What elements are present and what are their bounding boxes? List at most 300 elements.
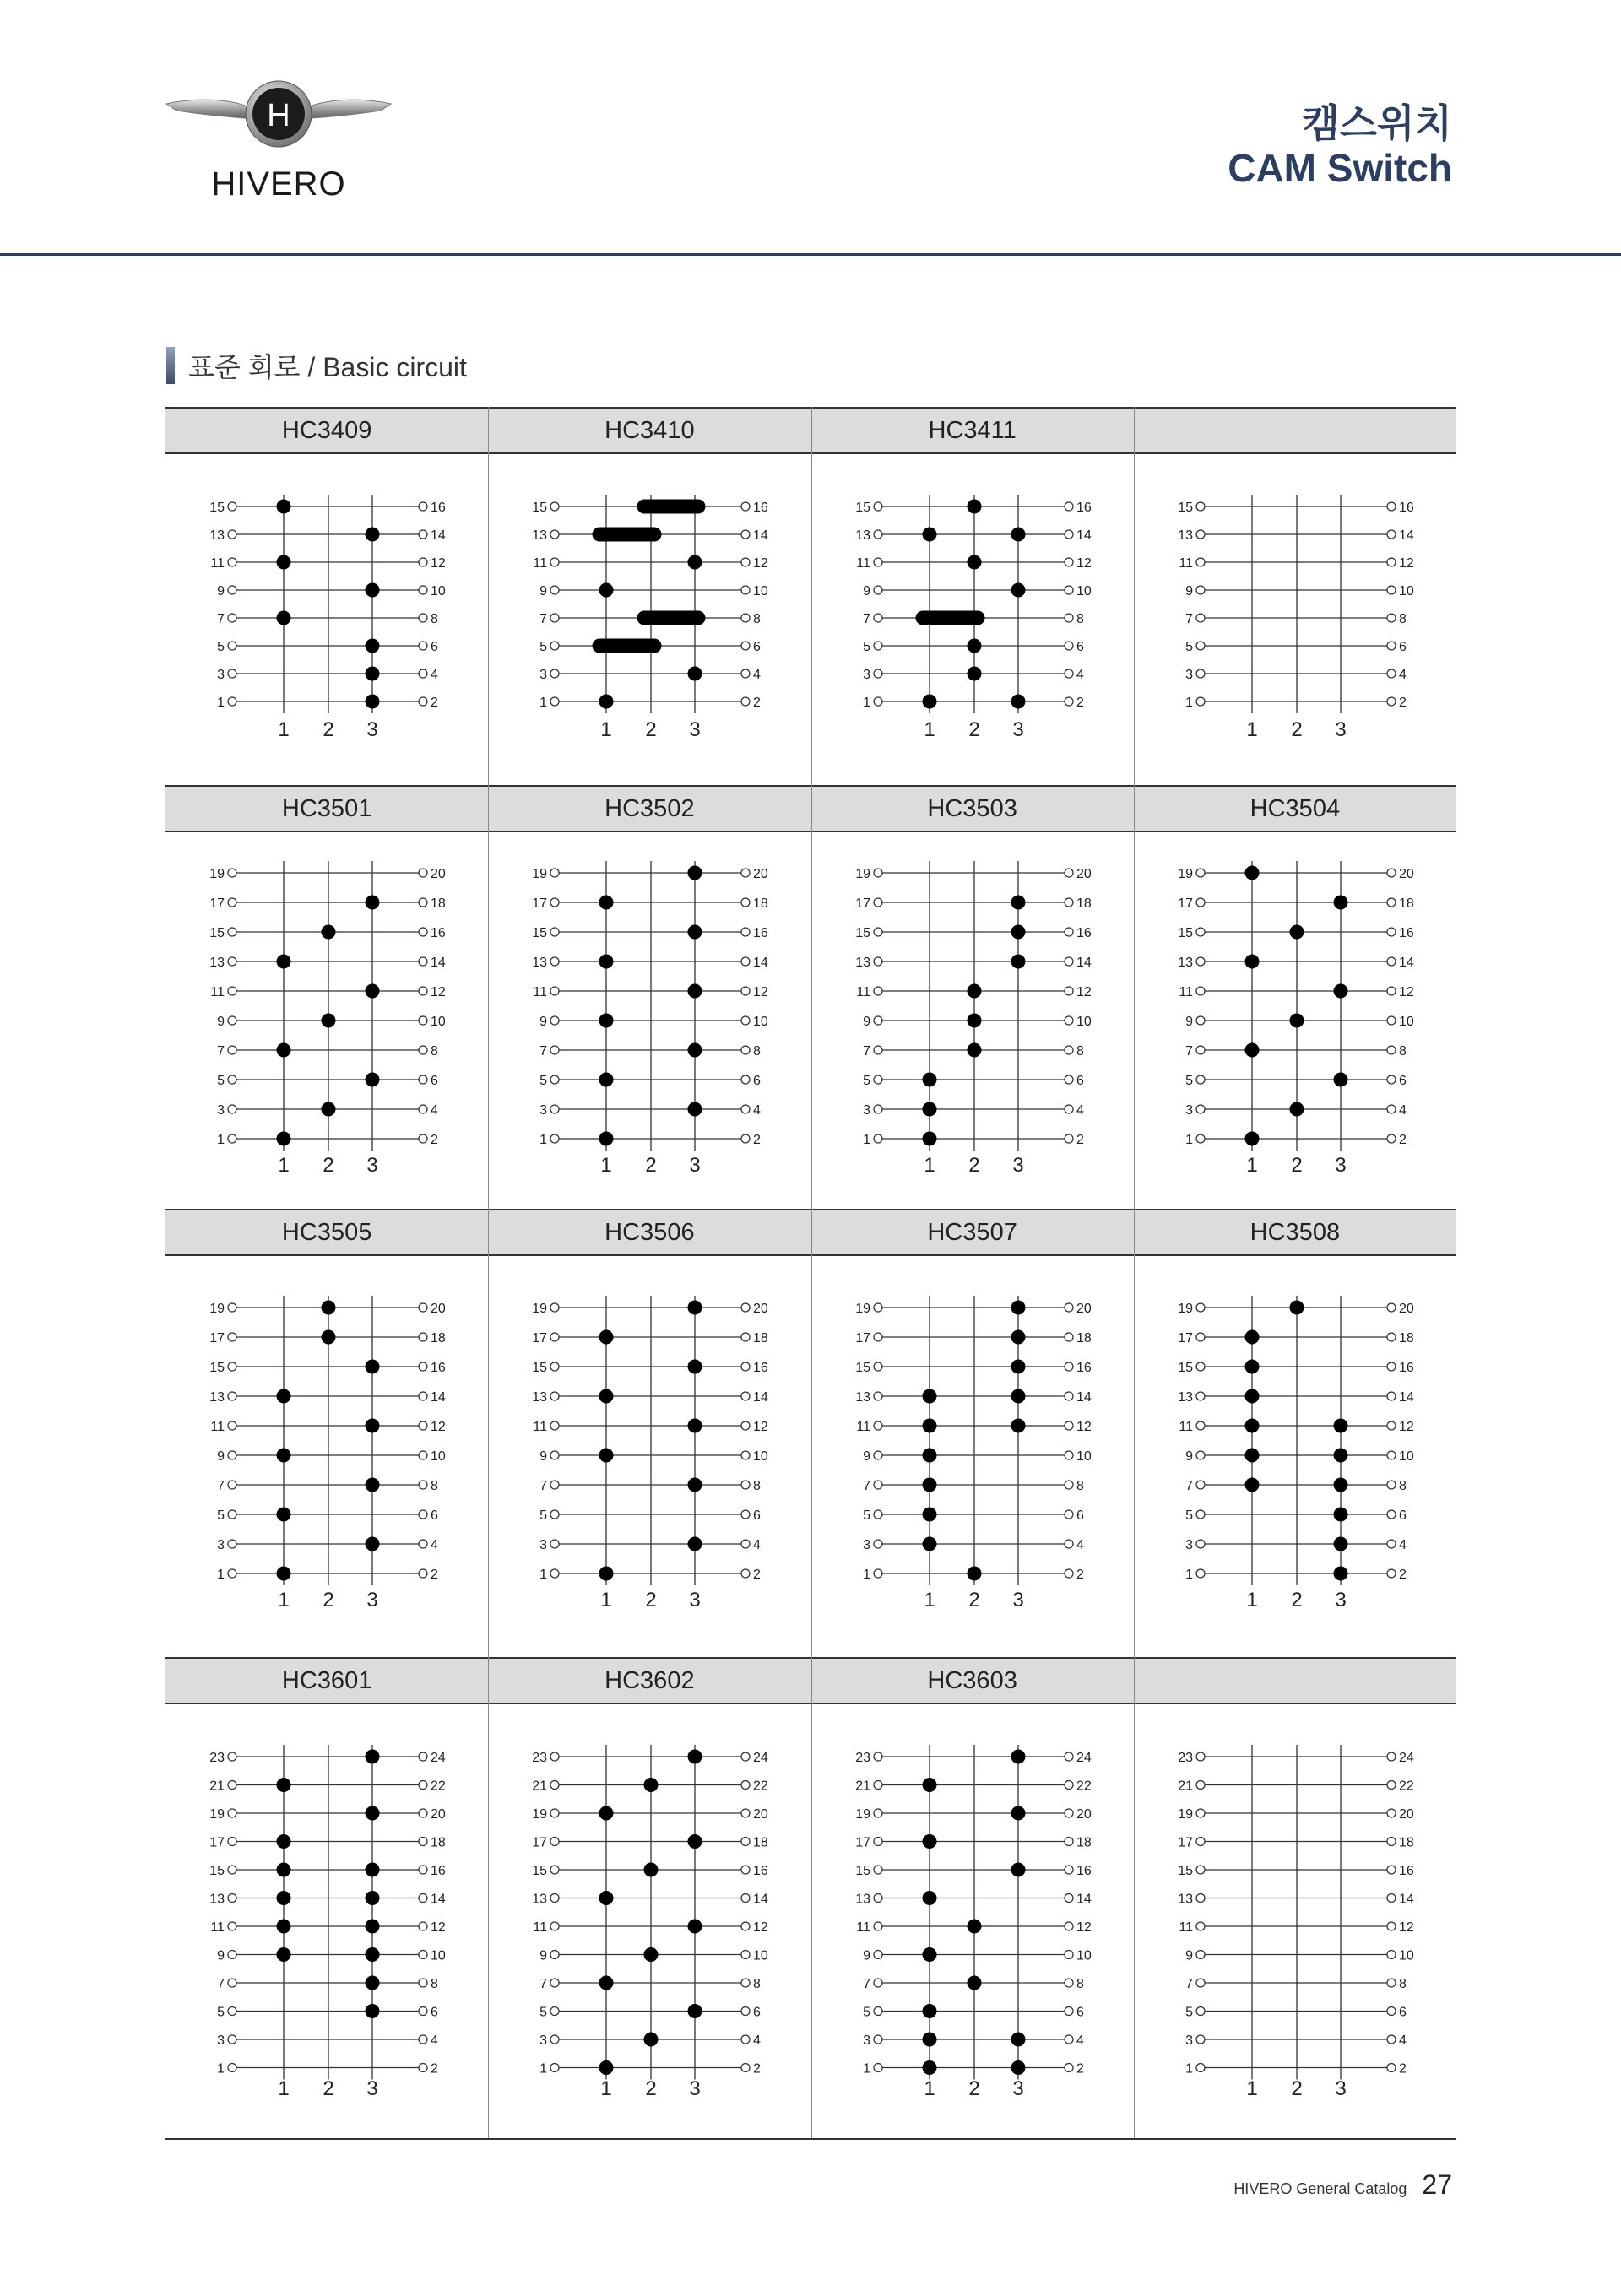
terminal-number: 14 (431, 528, 446, 543)
contact-closed-dot (644, 1947, 659, 1962)
terminal-number: 20 (1076, 1302, 1092, 1316)
contact-closed-dot (1011, 1806, 1025, 1821)
terminal-number: 7 (217, 1044, 225, 1059)
terminal-number: 7 (1185, 1044, 1193, 1059)
terminal-right (1065, 2007, 1073, 2016)
terminal-number: 6 (1076, 1508, 1084, 1523)
terminal-left (550, 2064, 559, 2072)
terminal-right (741, 2007, 750, 2016)
terminal-right (1387, 2064, 1396, 2072)
terminal-number: 14 (1398, 956, 1414, 970)
terminal-number: 3 (539, 1103, 548, 1118)
terminal-left (228, 1809, 236, 1817)
contact-closed-dot (688, 1834, 702, 1849)
terminal-number: 9 (217, 1948, 225, 1963)
terminal-number: 4 (1076, 1103, 1084, 1118)
terminal-number: 15 (854, 501, 870, 515)
terminal-number: 1 (862, 2061, 870, 2077)
terminal-right (741, 1866, 750, 1874)
terminal-number: 9 (539, 584, 548, 598)
terminal-number: 21 (854, 1779, 870, 1794)
terminal-number: 4 (1076, 668, 1084, 682)
terminal-number: 1 (1185, 2061, 1193, 2077)
position-label: 1 (278, 1154, 290, 1177)
terminal-number: 23 (854, 1751, 870, 1765)
terminal-number: 17 (1177, 1835, 1193, 1850)
terminal-number: 8 (753, 1479, 762, 1493)
circuit-svg (165, 0, 488, 2292)
terminal-number: 8 (1076, 1977, 1084, 1991)
terminal-number: 14 (431, 1390, 446, 1405)
terminal-number: 7 (217, 1977, 225, 1991)
terminal-number: 24 (753, 1751, 769, 1765)
position-label: 1 (923, 718, 935, 741)
terminal-number: 7 (1185, 612, 1193, 626)
position-label: 3 (689, 2077, 701, 2100)
terminal-number: 5 (217, 2005, 225, 2020)
terminal-number: 2 (431, 1568, 438, 1582)
terminal-number: 7 (539, 1977, 548, 1991)
contact-closed-dot (922, 2060, 936, 2075)
terminal-left (874, 1894, 882, 1903)
terminal-left (228, 1752, 236, 1761)
terminal-number: 2 (753, 696, 762, 710)
terminal-left (550, 2007, 559, 2016)
terminal-number: 5 (539, 1074, 548, 1088)
terminal-number: 4 (753, 1103, 762, 1118)
terminal-number: 10 (1398, 1449, 1414, 1464)
terminal-number: 7 (539, 612, 548, 626)
terminal-number: 11 (1179, 985, 1193, 999)
terminal-number: 5 (1185, 2005, 1193, 2020)
terminal-number: 8 (1076, 1044, 1084, 1059)
terminal-number: 5 (539, 2005, 548, 2020)
terminal-number: 12 (753, 1420, 769, 1434)
terminal-number: 21 (1177, 1779, 1193, 1794)
terminal-number: 9 (862, 1449, 870, 1464)
terminal-number: 4 (753, 2033, 762, 2048)
terminal-number: 12 (1076, 985, 1092, 999)
terminal-right (741, 1809, 750, 1817)
contact-closed-dot (277, 1863, 291, 1877)
terminal-number: 18 (1076, 1835, 1092, 1850)
terminal-left (874, 1838, 882, 1846)
terminal-left (874, 1866, 882, 1874)
position-label: 3 (1335, 1589, 1347, 1611)
terminal-number: 18 (753, 1835, 769, 1850)
terminal-number: 20 (753, 1807, 769, 1822)
terminal-number: 4 (431, 668, 438, 682)
terminal-number: 12 (753, 1920, 769, 1935)
contact-closed-dot (599, 1976, 614, 1990)
terminal-number: 15 (532, 1361, 548, 1375)
terminal-number: 1 (862, 1133, 870, 1147)
contact-closed-dot (644, 2033, 659, 2047)
terminal-number: 14 (1076, 1892, 1092, 1907)
terminal-number: 8 (431, 1479, 438, 1493)
terminal-number: 11 (533, 1420, 548, 1434)
terminal-right (741, 1979, 750, 1987)
terminal-number: 11 (1179, 1420, 1193, 1434)
contact-closed-dot (599, 1891, 614, 1905)
terminal-number: 15 (854, 1864, 870, 1878)
terminal-number: 16 (1398, 501, 1414, 515)
contact-closed-dot (277, 1947, 291, 1962)
terminal-number: 14 (753, 528, 769, 543)
circuit-diagram (488, 0, 810, 2296)
terminal-number: 7 (539, 1044, 548, 1059)
terminal-number: 13 (854, 1390, 870, 1405)
terminal-number: 16 (431, 926, 446, 940)
terminal-left (228, 1922, 236, 1930)
terminal-right (741, 1752, 750, 1761)
position-label: 2 (645, 1154, 657, 1177)
terminal-left (1196, 1922, 1205, 1930)
terminal-number: 3 (217, 1538, 225, 1552)
terminal-number: 3 (217, 2033, 225, 2048)
terminal-number: 23 (532, 1751, 548, 1765)
terminal-right (419, 2064, 427, 2072)
contact-closed-dot (922, 1834, 936, 1849)
terminal-number: 19 (209, 867, 225, 881)
position-label: 1 (1246, 1154, 1258, 1177)
terminal-right (1387, 1979, 1396, 1987)
terminal-number: 9 (1185, 1948, 1193, 1963)
terminal-right (1065, 1894, 1073, 1903)
position-label: 2 (968, 2077, 980, 2100)
terminal-number: 19 (854, 1302, 870, 1316)
contact-closed-dot (967, 1920, 981, 1934)
terminal-left (228, 1781, 236, 1790)
contact-closed-dot (366, 1806, 380, 1821)
terminal-number: 13 (209, 1892, 225, 1907)
terminal-number: 11 (533, 1920, 548, 1935)
position-label: 2 (645, 1589, 657, 1611)
terminal-right (1387, 2035, 1396, 2044)
terminal-number: 6 (1398, 2005, 1407, 2020)
terminal-number: 10 (1076, 1449, 1092, 1464)
terminal-number: 13 (532, 528, 548, 543)
contact-closed-dot (366, 1920, 380, 1934)
terminal-number: 17 (854, 896, 870, 911)
terminal-number: 4 (1076, 2033, 1084, 2048)
terminal-number: 8 (753, 1977, 762, 1991)
terminal-number: 1 (217, 1133, 225, 1147)
position-label: 3 (366, 1589, 378, 1611)
terminal-number: 12 (431, 556, 446, 571)
terminal-number: 18 (1398, 1835, 1414, 1850)
terminal-number: 18 (1076, 1331, 1092, 1346)
terminal-number: 3 (539, 2033, 548, 2048)
terminal-number: 8 (431, 1044, 438, 1059)
terminal-number: 14 (753, 956, 769, 970)
terminal-right (419, 1979, 427, 1987)
terminal-number: 11 (533, 556, 548, 571)
terminal-number: 18 (1076, 896, 1092, 911)
terminal-number: 14 (1398, 528, 1414, 543)
terminal-number: 20 (753, 867, 769, 881)
terminal-number: 11 (210, 1420, 225, 1434)
position-label: 1 (923, 2077, 935, 2100)
terminal-right (419, 1894, 427, 1903)
position-label: 3 (1335, 1154, 1347, 1177)
terminal-number: 15 (209, 926, 225, 940)
svg-text:H: H (267, 98, 290, 133)
terminal-number: 3 (1185, 1538, 1193, 1552)
terminal-number: 12 (1076, 556, 1092, 571)
terminal-number: 24 (431, 1751, 446, 1765)
terminal-left (550, 1866, 559, 1874)
terminal-number: 13 (1177, 528, 1193, 543)
terminal-number: 7 (217, 612, 225, 626)
terminal-number: 3 (217, 1103, 225, 1118)
terminal-number: 13 (532, 1390, 548, 1405)
terminal-number: 12 (1398, 556, 1414, 571)
position-label: 3 (366, 1154, 378, 1177)
terminal-number: 2 (753, 1568, 762, 1582)
terminal-number: 8 (1076, 1479, 1084, 1493)
terminal-number: 3 (862, 2033, 870, 2048)
position-label: 1 (1246, 1589, 1258, 1611)
terminal-number: 8 (753, 612, 762, 626)
terminal-number: 8 (1076, 612, 1084, 626)
terminal-number: 23 (209, 1751, 225, 1765)
terminal-left (1196, 1809, 1205, 1817)
position-label: 3 (1011, 718, 1024, 741)
model-name: HC3603 (927, 1666, 1017, 1694)
terminal-number: 3 (1185, 1103, 1193, 1118)
terminal-right (419, 1752, 427, 1761)
terminal-number: 6 (1076, 1074, 1084, 1088)
contact-closed-dot (1011, 1750, 1025, 1764)
terminal-right (741, 2035, 750, 2044)
terminal-right (1065, 1951, 1073, 1959)
terminal-number: 11 (210, 556, 225, 571)
contact-closed-dot (922, 2004, 936, 2018)
terminal-right (1065, 2035, 1073, 2044)
terminal-number: 12 (753, 985, 769, 999)
position-label: 1 (600, 2077, 612, 2100)
terminal-right (741, 2064, 750, 2072)
contact-closed-dot (922, 1778, 936, 1792)
circuit-svg (488, 0, 810, 2292)
position-label: 3 (689, 1154, 701, 1177)
terminal-number: 10 (431, 1015, 446, 1029)
terminal-right (741, 1922, 750, 1930)
terminal-number: 5 (539, 640, 548, 654)
terminal-right (419, 1809, 427, 1817)
terminal-left (874, 1752, 882, 1761)
position-label: 2 (1291, 718, 1303, 741)
terminal-number: 1 (217, 696, 225, 710)
terminal-right (419, 1781, 427, 1790)
terminal-right (1065, 1838, 1073, 1846)
terminal-number: 9 (1185, 584, 1193, 598)
terminal-number: 13 (532, 1892, 548, 1907)
terminal-number: 6 (1076, 2005, 1084, 2020)
terminal-right (1387, 1951, 1396, 1959)
terminal-number: 12 (1398, 1420, 1414, 1434)
terminal-left (874, 1979, 882, 1987)
terminal-number: 20 (753, 1302, 769, 1316)
terminal-number: 10 (1398, 584, 1414, 598)
contact-closed-dot (967, 1976, 981, 1990)
position-label: 2 (323, 2077, 334, 2100)
terminal-left (1196, 1752, 1205, 1761)
terminal-number: 20 (1076, 867, 1092, 881)
model-name: HC3601 (281, 1666, 372, 1694)
circuit-diagram (811, 0, 1134, 2296)
terminal-number: 6 (431, 1074, 438, 1088)
contact-closed-dot (688, 1920, 702, 1934)
terminal-number: 17 (1177, 1331, 1193, 1346)
terminal-right (1065, 1922, 1073, 1930)
terminal-right (419, 1866, 427, 1874)
terminal-number: 13 (854, 1892, 870, 1907)
terminal-number: 22 (1398, 1779, 1414, 1794)
footer-catalog-name: HIVERO General Catalog (1233, 2180, 1407, 2197)
terminal-number: 6 (753, 1074, 762, 1088)
model-name: HC3507 (927, 1218, 1017, 1246)
terminal-number: 14 (431, 956, 446, 970)
position-label: 1 (600, 1154, 612, 1177)
terminal-number: 11 (1179, 556, 1193, 571)
terminal-number: 2 (431, 1133, 438, 1147)
page-number: 27 (1422, 2169, 1452, 2200)
terminal-number: 2 (1076, 1133, 1084, 1147)
terminal-number: 14 (431, 1892, 446, 1907)
terminal-number: 7 (862, 1479, 870, 1493)
position-label: 3 (1335, 2077, 1347, 2100)
terminal-number: 16 (1076, 501, 1092, 515)
terminal-number: 10 (431, 1449, 446, 1464)
terminal-number: 14 (1398, 1892, 1414, 1907)
terminal-number: 16 (1398, 1864, 1414, 1878)
terminal-left (874, 1809, 882, 1817)
position-label: 1 (278, 718, 290, 741)
terminal-number: 6 (1076, 640, 1084, 654)
terminal-number: 6 (1398, 640, 1407, 654)
contact-closed-dot (922, 1891, 936, 1905)
terminal-number: 17 (532, 1835, 548, 1850)
terminal-number: 4 (1398, 1538, 1407, 1552)
terminal-left (228, 1866, 236, 1874)
position-label: 1 (600, 1589, 612, 1611)
terminal-number: 23 (1177, 1751, 1193, 1765)
terminal-number: 1 (539, 1133, 548, 1147)
terminal-number: 4 (1398, 1103, 1407, 1118)
terminal-number: 17 (1177, 896, 1193, 911)
terminal-number: 19 (1177, 867, 1193, 881)
terminal-number: 19 (209, 1302, 225, 1316)
contact-closed-dot (1011, 1863, 1025, 1877)
terminal-number: 15 (209, 501, 225, 515)
terminal-number: 5 (862, 1508, 870, 1523)
model-name: HC3409 (281, 416, 372, 444)
terminal-left (874, 2064, 882, 2072)
position-label: 1 (1246, 2077, 1258, 2100)
model-name: HC3508 (1250, 1218, 1341, 1246)
position-label: 2 (968, 1154, 980, 1177)
terminal-right (1387, 1866, 1396, 1874)
terminal-number: 15 (532, 926, 548, 940)
terminal-number: 10 (1076, 1948, 1092, 1963)
terminal-right (741, 1838, 750, 1846)
terminal-number: 10 (1076, 1015, 1092, 1029)
terminal-number: 13 (1177, 1390, 1193, 1405)
terminal-left (550, 1951, 559, 1959)
terminal-number: 22 (431, 1779, 446, 1794)
terminal-number: 13 (1177, 956, 1193, 970)
circuit-diagram (165, 0, 488, 2296)
contact-closed-dot (366, 1891, 380, 1905)
terminal-number: 6 (1398, 1074, 1407, 1088)
terminal-number: 11 (210, 985, 225, 999)
terminal-number: 12 (1398, 1920, 1414, 1935)
model-name: HC3504 (1250, 794, 1341, 822)
terminal-number: 16 (431, 1864, 446, 1878)
terminal-number: 1 (539, 1568, 548, 1582)
terminal-number: 19 (209, 1807, 225, 1822)
terminal-number: 5 (217, 1508, 225, 1523)
circuit-table (165, 0, 1456, 2292)
terminal-right (1387, 1922, 1396, 1930)
position-label: 1 (278, 1589, 290, 1611)
terminal-number: 10 (1398, 1015, 1414, 1029)
position-label: 3 (689, 1589, 701, 1611)
terminal-number: 5 (539, 1508, 548, 1523)
terminal-number: 15 (209, 1864, 225, 1878)
terminal-number: 4 (1398, 2033, 1407, 2048)
terminal-number: 15 (532, 1864, 548, 1878)
terminal-number: 9 (539, 1015, 548, 1029)
terminal-number: 9 (1185, 1015, 1193, 1029)
terminal-number: 11 (533, 985, 548, 999)
terminal-number: 6 (431, 1508, 438, 1523)
terminal-number: 2 (431, 696, 438, 710)
terminal-number: 16 (1398, 1361, 1414, 1375)
terminal-left (1196, 2007, 1205, 2016)
terminal-number: 10 (431, 584, 446, 598)
terminal-number: 7 (1185, 1977, 1193, 1991)
terminal-left (1196, 2035, 1205, 2044)
model-name: HC3501 (281, 794, 372, 822)
terminal-number: 18 (431, 1331, 446, 1346)
contact-closed-dot (366, 2004, 380, 2018)
position-label: 2 (1291, 1154, 1303, 1177)
terminal-number: 2 (1076, 696, 1084, 710)
contact-closed-dot (277, 1891, 291, 1905)
terminal-number: 24 (1398, 1751, 1414, 1765)
terminal-number: 12 (1398, 985, 1414, 999)
terminal-number: 17 (854, 1331, 870, 1346)
terminal-number: 11 (1179, 1920, 1193, 1935)
terminal-right (419, 2007, 427, 2016)
terminal-number: 19 (854, 1807, 870, 1822)
position-label: 2 (1291, 1589, 1303, 1611)
terminal-number: 5 (862, 640, 870, 654)
terminal-right (1065, 1866, 1073, 1874)
terminal-number: 2 (1398, 1568, 1407, 1582)
position-label: 2 (323, 718, 334, 741)
terminal-number: 13 (209, 956, 225, 970)
terminal-number: 3 (862, 1538, 870, 1552)
terminal-right (419, 2035, 427, 2044)
terminal-number: 12 (753, 556, 769, 571)
terminal-number: 24 (1076, 1751, 1092, 1765)
terminal-number: 13 (854, 528, 870, 543)
terminal-number: 12 (431, 1920, 446, 1935)
